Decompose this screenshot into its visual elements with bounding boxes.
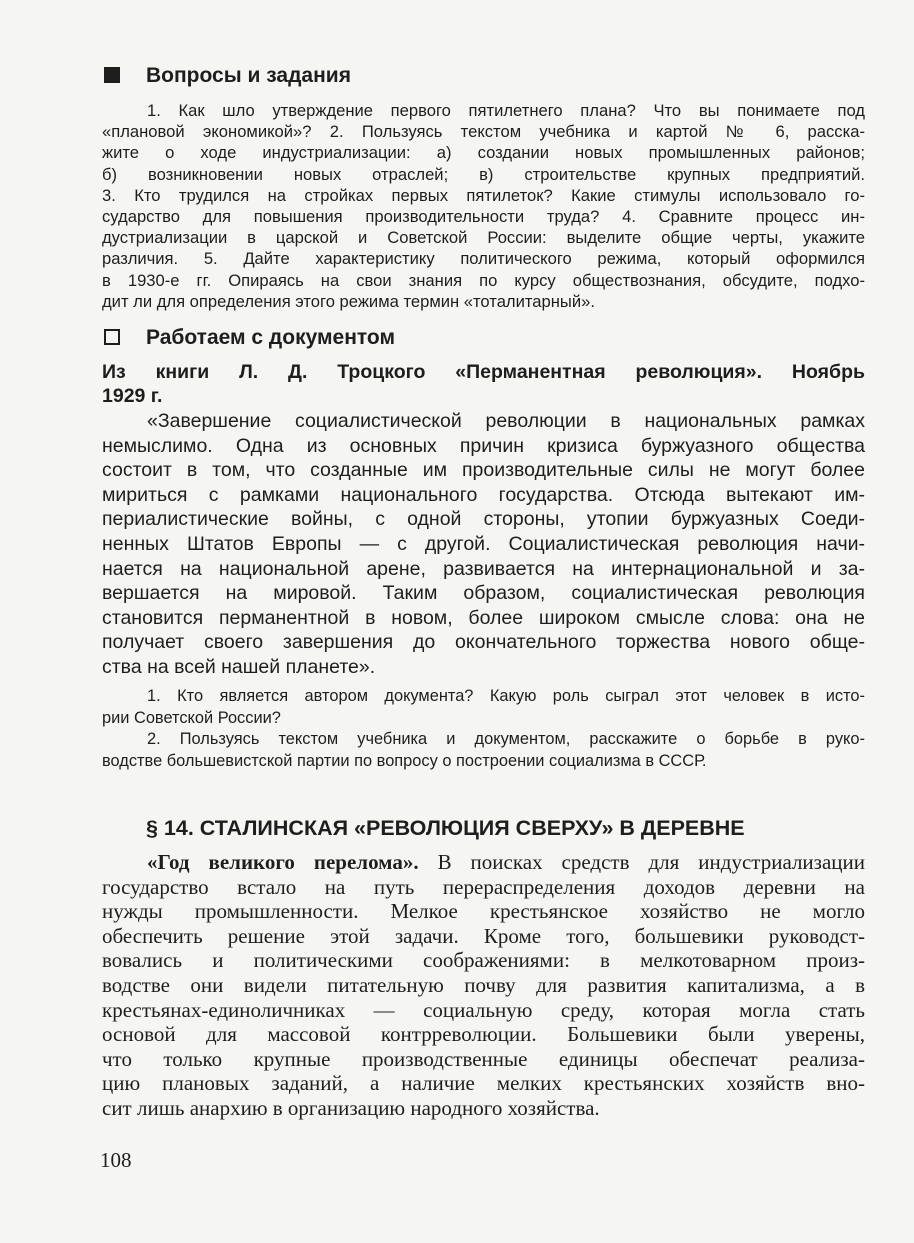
- text-line: обеспечить решение этой задачи. Кроме того, большевики руководст-: [102, 923, 865, 948]
- document-heading-text: Работаем с документом: [146, 326, 395, 349]
- text-line: водстве они видели питательную почву для развития капитализма, а в: [102, 972, 865, 997]
- document-heading: [104, 326, 395, 350]
- text-line: дустриализации в царской и Советской России: выделите общие черты, укажите: [102, 228, 865, 248]
- text-line: [102, 850, 865, 875]
- text-line: рии Советской России?: [102, 708, 281, 727]
- text-line: «Завершение социалистической революции в национальных рамках: [147, 410, 865, 432]
- text-line: Из книги Л. Д. Троцкого «Перманентная революция». Ноябрь: [102, 361, 865, 383]
- questions-heading: [104, 64, 351, 88]
- text-line: жите о ходе индустриализации: а) создании новых промышленных районов;: [102, 143, 865, 163]
- text-line: ненных Штатов Европы — с другой. Социалистическая революция начи-: [102, 532, 865, 555]
- text-line: б) возникновении новых отраслей; в) строительстве крупных предприятий.: [102, 164, 865, 184]
- document-questions: [102, 686, 865, 772]
- questions-heading-text: Вопросы и задания: [146, 64, 351, 87]
- text-line: 1929 г.: [102, 385, 163, 407]
- text-line: ства на всей нашей планете».: [102, 655, 376, 678]
- text-line: нужды промышленности. Мелкое крестьянское хозяйство не могло: [102, 899, 865, 924]
- text-line: 3. Кто трудился на стройках первых пятилеток? Какие стимулы использовало го-: [102, 185, 865, 205]
- empty-square-icon: [104, 329, 120, 345]
- text-line: вершается на мировой. Таким образом, социалистическая революция: [102, 582, 865, 605]
- document-title: [102, 360, 865, 408]
- text-line-rest: В поисках средств для индустриализации: [418, 850, 865, 874]
- text-line: немыслимо. Одна из основных причин кризиса буржуазного общества: [102, 434, 865, 457]
- text-line: цию плановых заданий, а наличие мелких крестьянских хозяйств вно-: [102, 1071, 865, 1096]
- text-line: водстве большевистской партии по вопросу о построении социализма в СССР.: [102, 751, 707, 770]
- text-line: сит лишь анархию в организацию народного хозяйства.: [102, 1095, 600, 1120]
- filled-square-icon: [104, 67, 120, 83]
- text-line: основой для массовой контрреволюции. Большевики были уверены,: [102, 1022, 865, 1047]
- text-line: сударство для повышения производительности труда? 4. Сравните процесс ин-: [102, 207, 865, 227]
- text-line: что только крупные производственные единицы обеспечат реализа-: [102, 1046, 865, 1071]
- text-line: в 1930-е гг. Опираясь на свои знания по курсу обществознания, обсудите, подхо-: [102, 270, 865, 290]
- text-line: состоит в том, что созданные им производительные силы не могут более: [102, 459, 865, 482]
- text-line: государство встало на путь перераспределения доходов деревни на: [102, 874, 865, 899]
- text-line: дит ли для определения этого режима термин «тоталитарный».: [102, 291, 595, 311]
- text-line: становится перманентной в новом, более широком смысле слова: она не: [102, 606, 865, 629]
- text-line: крестьянах-единоличниках — социальную среду, которая могла стать: [102, 997, 865, 1022]
- text-line: 1. Как шло утверждение первого пятилетнего плана? Что вы понимаете под: [147, 101, 865, 120]
- text-line: нается на национальной арене, развивается на интернациональной и за-: [102, 557, 865, 580]
- questions-text: [102, 100, 865, 312]
- text-line: периалистические войны, с одной стороны, утопии буржуазных Соеди-: [102, 508, 865, 531]
- body-lead-bold: «Год великого перелома».: [147, 850, 419, 874]
- text-line: 2. Пользуясь текстом учебника и документом, расскажите о борьбе в руко-: [147, 730, 865, 748]
- text-line: 1. Кто является автором документа? Какую роль сыграл этот человек в исто-: [147, 687, 865, 705]
- body-text: [102, 850, 865, 1121]
- page-number: 108: [100, 1148, 132, 1172]
- text-line: вовались и политическими соображениями: в мелкотоварном произ-: [102, 948, 865, 973]
- text-line: получает своего завершения до окончательного торжества нового обще-: [102, 631, 865, 654]
- section-title: § 14. СТАЛИНСКАЯ «РЕВОЛЮЦИЯ СВЕРХУ» В ДЕРЕВНЕ: [146, 816, 745, 840]
- text-line: «плановой экономикой»? 2. Пользуясь текстом учебника и картой № 6, расска-: [102, 122, 865, 142]
- text-line: мириться с рамками национального государства. Отсюда вытекают им-: [102, 483, 865, 506]
- text-line: различия. 5. Дайте характеристику политического режима, который оформился: [102, 249, 865, 269]
- document-quote: [102, 409, 865, 680]
